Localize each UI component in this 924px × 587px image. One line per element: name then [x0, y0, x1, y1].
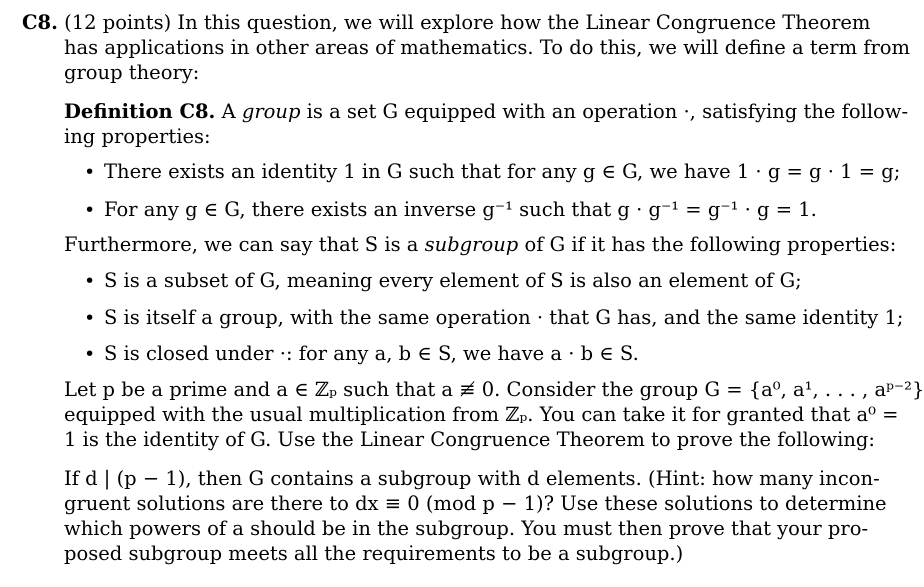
- definition-text-a: A: [221, 100, 236, 123]
- task-line-2: gruent solutions are there to dx ≡ 0 (mod p − 1)? Use these solutions to determine: [64, 492, 887, 515]
- setup-line-1: Let p be a prime and a ∈ ℤₚ such that a ≢ 0. Consider the group G = {a⁰, a¹, . . . , aᵖ⁻²}: [64, 378, 924, 401]
- bullet-icon: •: [84, 199, 96, 221]
- setup-line-2: equipped with the usual multiplication from ℤₚ. You can take it for granted that a⁰ =: [64, 403, 899, 426]
- bullet-icon: •: [84, 307, 96, 329]
- subgroup-bullet-group: S is itself a group, with the same operation · that G has, and the same identity 1;: [104, 306, 904, 329]
- subgroup-text-a: Furthermore, we can say that S is a: [64, 233, 419, 256]
- problem-intro-line-2: has applications in other areas of mathematics. To do this, we will define a term from: [64, 36, 911, 59]
- definition-text-b: is a set G equipped with an operation ·, satisfying the follow-: [306, 100, 909, 123]
- problem-points: (12 points): [64, 11, 172, 34]
- subgroup-term: subgroup: [424, 233, 519, 256]
- definition-term-group: group: [241, 100, 301, 123]
- setup-line-3: 1 is the identity of G. Use the Linear Congruence Theorem to prove the following:: [64, 428, 875, 451]
- subgroup-bullet-closed: S is closed under ·: for any a, b ∈ S, we have a · b ∈ S.: [104, 342, 639, 365]
- definition-line-1: [64, 100, 908, 124]
- task-line-4: posed subgroup meets all the requirements to be a subgroup.): [64, 542, 684, 565]
- subgroup-text-b: of G if it has the following properties:: [524, 233, 897, 256]
- bullet-icon: •: [84, 270, 96, 292]
- task-line-1: If d | (p − 1), then G contains a subgroup with d elements. (Hint: how many incon-: [64, 467, 880, 490]
- problem-label: C8.: [22, 11, 58, 34]
- subgroup-intro-line: [64, 233, 896, 257]
- definition-bullet-inverse: For any g ∈ G, there exists an inverse g⁻¹ such that g · g⁻¹ = g⁻¹ · g = 1.: [104, 198, 817, 221]
- bullet-icon: •: [84, 343, 96, 365]
- definition-bullet-identity: There exists an identity 1 in G such that for any g ∈ G, we have 1 · g = g · 1 = g;: [104, 160, 901, 183]
- definition-label: Definition C8.: [64, 100, 216, 123]
- task-line-3: which powers of a should be in the subgroup. You must then prove that your pro-: [64, 517, 869, 540]
- problem-heading-line: [22, 11, 870, 35]
- definition-line-2: ing properties:: [64, 125, 211, 148]
- problem-intro-line-1: In this question, we will explore how the Linear Congruence Theorem: [177, 11, 871, 34]
- subgroup-bullet-subset: S is a subset of G, meaning every element of S is also an element of G;: [104, 269, 802, 292]
- bullet-icon: •: [84, 161, 96, 183]
- problem-intro-line-3: group theory:: [64, 61, 200, 84]
